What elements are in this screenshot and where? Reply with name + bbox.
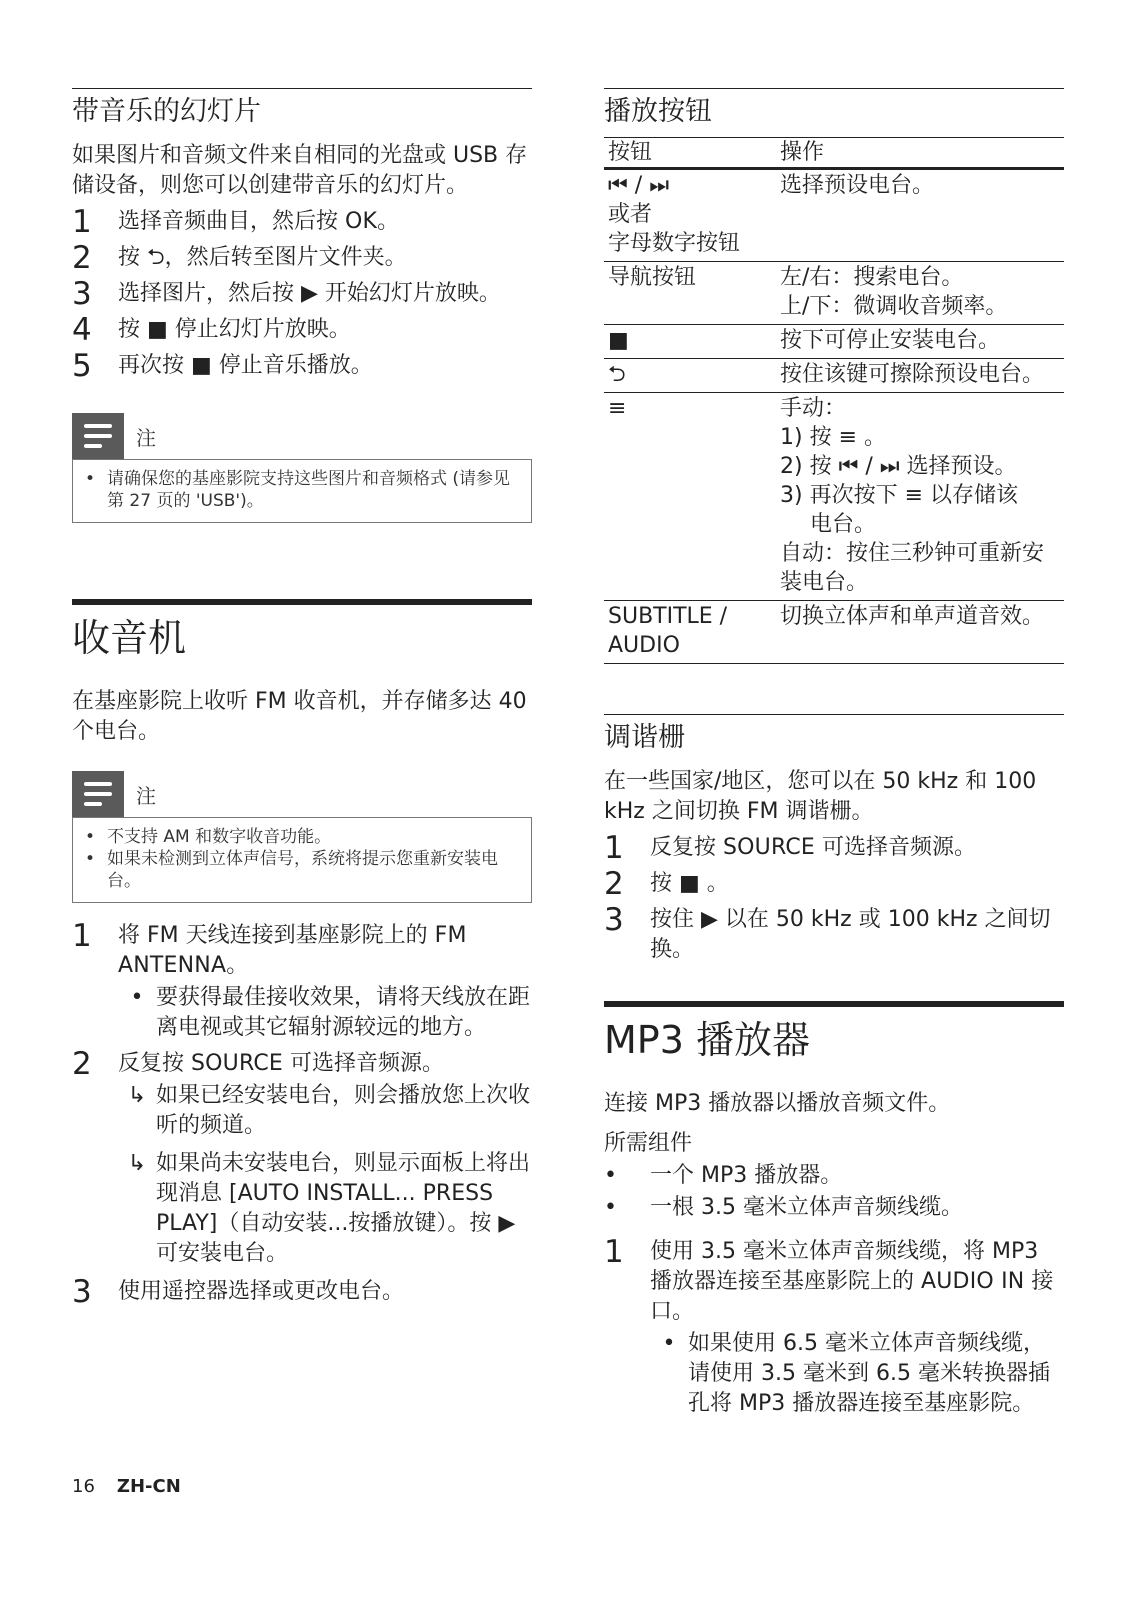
step-item: 2 反复按 SOURCE 可选择音频源。 ↳ 如果已经安装电台，则会播放您上次收听的频道。 ↳ 如果尚未安装电台，则显示面板上将出现消息 [AUTO INSTALL... PRESS PLAY]（自动安装...按播放键）。按 ▶ 可安装电台。 [72,1049,532,1269]
mp3-intro: 连接 MP3 播放器以播放音频文件。 [604,1091,951,1116]
step-item: 1 选择音频曲目，然后按 OK。 [72,204,400,240]
needs-item: • 一根 3.5 毫米立体声音频线缆。 [604,1195,963,1220]
play-icon: ▶ [701,907,718,932]
table-row: ⏮ / ⏭ 或者 字母数字按钮 选择预设电台。 [604,169,1064,262]
bullet-item: • 如果使用 6.5 毫米立体声音频线缆，请使用 3.5 毫米到 6.5 毫米转换器插孔将 MP3 播放器连接至基座影院。 [662,1331,1050,1416]
slideshow-steps [72,204,532,384]
table-row: 导航按钮 左/右：搜索电台。 上/下：微调收音频率。 [604,262,1064,325]
left-column [72,88,532,1313]
note-item: • 不支持 AM 和数字收音功能。 [85,827,332,847]
back-icon: ⮌ [604,359,776,393]
radio-title: 收音机 [72,599,532,661]
note-title: 注 [136,783,156,808]
mp3-section [604,1001,1064,1419]
result-arrow-icon: ↳ [127,1083,147,1108]
stop-icon: ■ [191,353,212,378]
step-item: 2 按 ■ 。 [604,866,729,902]
mp3-title: MP3 播放器 [604,1001,1064,1063]
radio-steps [72,918,532,1310]
table-header [604,138,1064,169]
menu-icon: ≡ [604,393,776,601]
radio-section [72,599,532,1310]
result-item: ↳ 如果已经安装电台，则会播放您上次收听的频道。 [118,1081,532,1141]
step-item: 1 反复按 SOURCE 可选择音频源。 [604,830,977,866]
buttons-table [604,137,1064,664]
page-footer [72,1476,181,1497]
step-item: 2 按 ⮌，然后转至图片文件夹。 [72,240,407,276]
page-number: 16 [72,1476,95,1497]
step-item: 4 按 ■ 停止幻灯片放映。 [72,312,351,348]
bullet-item: • 要获得最佳接收效果，请将天线放在距离电视或其它辐射源较远的地方。 [130,985,531,1040]
right-column [604,88,1064,1425]
buttons-section [604,88,1064,664]
note-item: • 请确保您的基座影院支持这些图片和音频格式 (请参见第 27 页的 'USB')。 [85,469,511,511]
needs-item: • 一个 MP3 播放器。 [604,1163,843,1188]
result-arrow-icon: ↳ [127,1151,147,1176]
slideshow-title: 带音乐的幻灯片 [72,88,532,131]
result-item: ↳ 如果尚未安装电台，则显示面板上将出现消息 [AUTO INSTALL... PRESS PLAY]（自动安装...按播放键）。按 ▶ 可安装电台。 [118,1149,532,1269]
note-icon [72,413,124,459]
step-item: 1 将 FM 天线连接到基座影院上的 FM ANTENNA。 • 要获得最佳接收效果，请将天线放在距离电视或其它辐射源较远的地方。 [72,921,532,1043]
table-row: SUBTITLE / AUDIO 切换立体声和单声道音效。 [604,601,1064,664]
note-title: 注 [136,425,156,450]
grid-title: 调谐栅 [604,714,1064,757]
step-item: 3 使用遥控器选择或更改电台。 [72,1274,405,1310]
radio-intro: 在基座影院上收听 FM 收音机，并存储多达 40 个电台。 [72,689,527,744]
language-code: ZH-CN [116,1476,181,1497]
grid-intro: 在一些国家/地区，您可以在 50 kHz 和 100 kHz 之间切换 FM 调谐栅。 [604,769,1037,824]
note-box [72,817,532,903]
needs-title: 所需组件 [604,1131,693,1156]
slideshow-note [72,413,532,523]
back-icon: ⮌ [147,245,165,270]
note-item: • 如果未检测到立体声信号，系统将提示您重新安装电台。 [85,849,498,891]
slideshow-section [72,88,532,523]
table-row: ⮌ 按住该键可擦除预设电台。 [604,359,1064,393]
play-icon: ▶ [498,1211,516,1236]
buttons-title: 播放按钮 [604,88,1064,131]
col-button-header: 按钮 [604,138,776,169]
stop-icon: ■ [679,871,700,896]
table-row: ■ 按下可停止安装电台。 [604,325,1064,359]
play-icon: ▶ [301,281,318,306]
radio-note [72,771,532,903]
step-item: 1 使用 3.5 毫米立体声音频线缆，将 MP3 播放器连接至基座影院上的 AUDIO IN 接口。 • 如果使用 6.5 毫米立体声音频线缆，请使用 3.5 毫米到 6.5 毫米转换器插孔将 MP3 播放器连接至基座影院。 [604,1237,1064,1419]
grid-steps [604,830,1064,965]
note-box [72,459,532,523]
slideshow-intro: 如果图片和音频文件来自相同的光盘或 USB 存储设备，则您可以创建带音乐的幻灯片。 [72,143,528,198]
col-action-header: 操作 [776,138,1064,169]
skip-icon: ⏮ / ⏭ [608,173,669,198]
grid-section [604,714,1064,965]
note-icon [72,771,124,817]
step-item: 3 选择图片，然后按 ▶ 开始幻灯片放映。 [72,276,501,312]
stop-icon: ■ [604,325,776,359]
stop-icon: ■ [147,317,168,342]
step-item: 5 再次按 ■ 停止音乐播放。 [72,348,373,384]
mp3-steps [604,1234,1064,1419]
table-row: ≡ 手动： 1) 按 ≡ 。 2) 按 ⏮ / ⏭ 选择预设。 3) 再次按下 ≡ 以存储该 电台。 自动：按住三秒钟可重新安装电台。 [604,393,1064,601]
step-item: 3 按住 ▶ 以在 50 kHz 或 100 kHz 之间切换。 [604,902,1051,962]
